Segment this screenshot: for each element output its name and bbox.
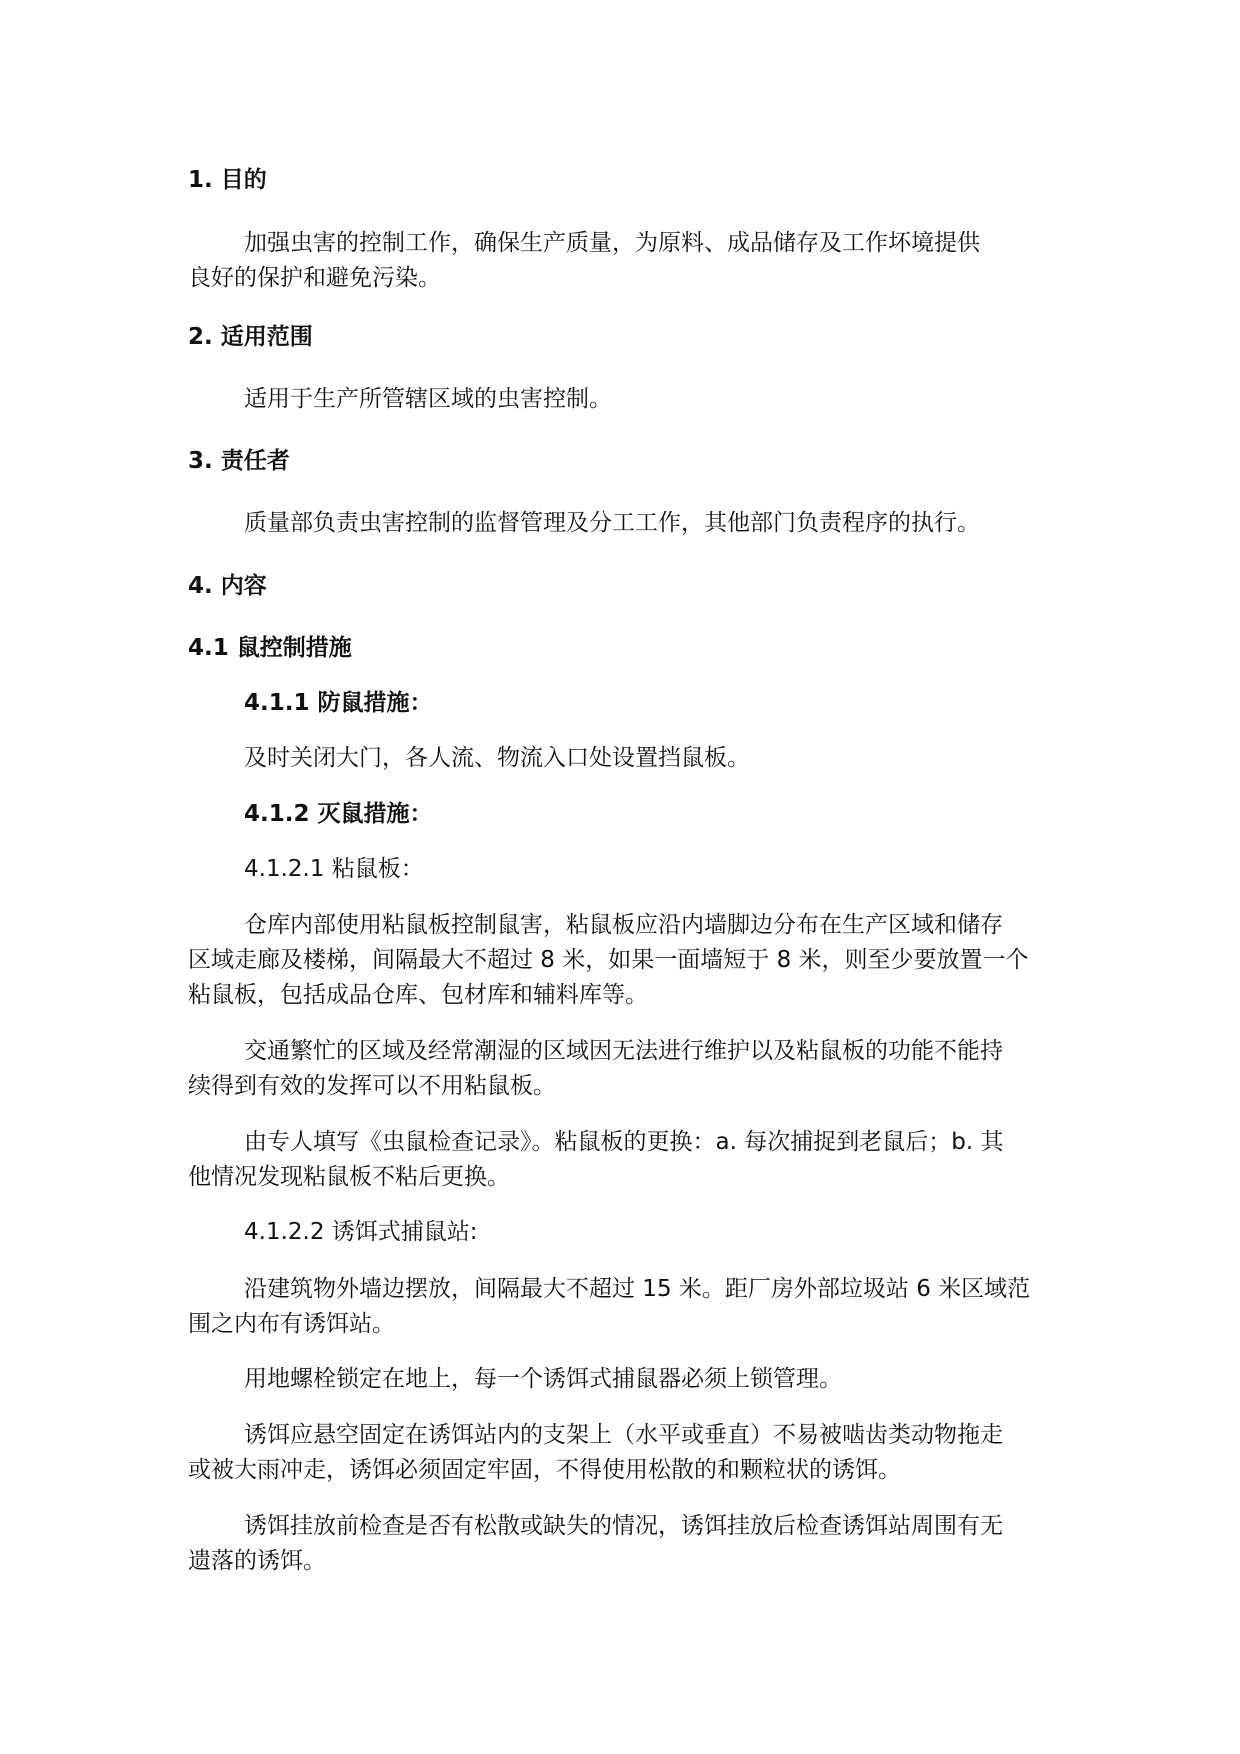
heading-scope: 2. 适用范围: [188, 324, 313, 350]
paragraph-line: 或被大雨冲走，诱饵必须固定牢固，不得使用松散的和颗粒状的诱饵。: [188, 1457, 901, 1483]
paragraph-bait-inspection: [188, 1509, 1048, 1579]
paragraph-glue-board-placement: [188, 908, 1048, 1013]
heading-responsibility: 3. 责任者: [188, 448, 290, 474]
paragraph-purpose: [188, 226, 1048, 296]
paragraph-scope: 适用于生产所管辖区域的虫害控制。: [244, 386, 612, 412]
heading-rodent-extermination: 4.1.2 灭鼠措施：: [244, 801, 433, 827]
paragraph-line: 良好的保护和避免污染。: [188, 265, 441, 291]
heading-purpose: 1. 目的: [188, 167, 267, 193]
heading-rodent-control: 4.1 鼠控制措施: [188, 635, 352, 661]
paragraph-line: 他情况发现粘鼠板不粘后更换。: [188, 1164, 510, 1190]
paragraph-rodent-prevention: 及时关闭大门，各人流、物流入口处设置挡鼠板。: [244, 745, 750, 771]
heading-rodent-prevention: 4.1.1 防鼠措施：: [244, 690, 433, 716]
paragraph-line: 区域走廊及楼梯，间隔最大不超过 8 米，如果一面墙短于 8 米，则至少要放置一个: [188, 947, 1029, 973]
paragraph-line: 由专人填写《虫鼠检查记录》。粘鼠板的更换：a. 每次捕捉到老鼠后；b. 其: [244, 1129, 1004, 1155]
paragraph-glue-board-replacement: [188, 1125, 1048, 1195]
heading-bait-station: 4.1.2.2 诱饵式捕鼠站:: [244, 1219, 478, 1245]
paragraph-line: 续得到有效的发挥可以不用粘鼠板。: [188, 1073, 556, 1099]
paragraph-line: 交通繁忙的区域及经常潮湿的区域因无法进行维护以及粘鼠板的功能不能持: [244, 1038, 1003, 1064]
paragraph-responsibility: 质量部负责虫害控制的监督管理及分工工作，其他部门负责程序的执行。: [244, 510, 980, 536]
paragraph-line: 沿建筑物外墙边摆放，间隔最大不超过 15 米。距厂房外部垃圾站 6 米区域范: [244, 1276, 1031, 1302]
paragraph-line: 仓库内部使用粘鼠板控制鼠害，粘鼠板应沿内墙脚边分布在生产区域和储存: [244, 912, 1003, 938]
paragraph-bait-station-placement: [188, 1272, 1048, 1342]
paragraph-line: 加强虫害的控制工作，确保生产质量，为原料、成品储存及工作坏境提供: [244, 230, 980, 256]
paragraph-line: 诱饵应悬空固定在诱饵站内的支架上（水平或垂直）不易被啮齿类动物拖走: [244, 1422, 1003, 1448]
paragraph-bait-station-locking: 用地螺栓锁定在地上，每一个诱饵式捕鼠器必须上锁管理。: [244, 1366, 842, 1392]
paragraph-line: 围之内布有诱饵站。: [188, 1311, 395, 1337]
paragraph-line: 粘鼠板，包括成品仓库、包材库和辅料库等。: [188, 982, 648, 1008]
paragraph-line: 遗落的诱饵。: [188, 1548, 326, 1574]
paragraph-line: 诱饵挂放前检查是否有松散或缺失的情况，诱饵挂放后检查诱饵站周围有无: [244, 1513, 1003, 1539]
paragraph-bait-fixing: [188, 1418, 1048, 1488]
heading-glue-board: 4.1.2.1 粘鼠板：: [244, 856, 424, 882]
heading-content: 4. 内容: [188, 573, 267, 599]
paragraph-glue-board-exceptions: [188, 1034, 1048, 1104]
